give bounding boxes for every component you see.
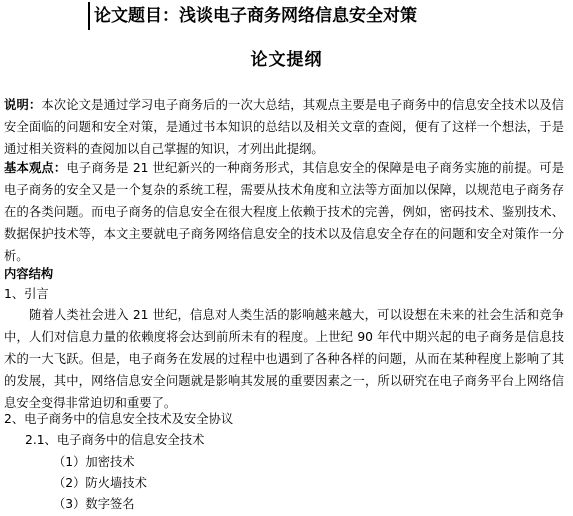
- outline-heading: 论文提纲: [250, 50, 323, 70]
- section2-heading: 2、电子商务中的信息安全技术及安全协议: [4, 412, 234, 426]
- basic-view-text: 电子商务是 21 世纪新兴的一种商务形式，其信息安全的保障是电子商务实施的前提。可是电子商务的安全又是一个复杂的系统工程，需要从技术角度和立法等方面加以保障，以规范电子商务存在的各类问题。而电子商务的信息安全在很大程度上依赖于技术的完善，例如，密码技术、鉴别技术、数据保护技术等，本文主要就电子商务网络信息安全的技术以及信息安全存在的问题和安全对策作一分析。: [4, 161, 564, 263]
- paper-title: 论文题目：浅谈电子商务网络信息安全对策: [88, 2, 417, 30]
- description-text: 本次论文是通过学习电子商务后的一次大总结，其观点主要是电子商务中的信息安全技术以及信安全面临的问题和安全对策，是通过书本知识的总结以及相关文章的查阅，便有了这样一个想法，于是通过相关资料的查阅加以自己掌握的知识，才列出此提纲。: [4, 98, 564, 156]
- description-lead: 说明：: [4, 98, 42, 112]
- basic-view-lead: 基本观点：: [4, 161, 67, 175]
- section1-paragraph: 随着人类社会进入 21 世纪，信息对人类生活的影响越来越大，可以设想在未来的社会生活和竞争中，人们对信息力量的依赖度将会达到前所未有的程度。上世纪 90 年代中期兴起的电子商务是信息技术的一大飞跃。但是，电子商务在发展的过程中也遇到了各种各样的问题，从而在某种程度上影响了其的发展，其中，网络信息安全问题就是影响其发展的重要因素之一，所以研究在电子商务平台上网络信息安全变得非常迫切和重要了。: [4, 308, 564, 410]
- list-item-firewall: （2）防火墙技术: [53, 476, 147, 490]
- content-structure-heading: 内容结构: [4, 267, 54, 281]
- section2-1-heading: 2.1、电子商务中的信息安全技术: [25, 433, 205, 447]
- list-item-encryption: （1）加密技术: [53, 455, 135, 469]
- section1-heading: 1、引言: [4, 287, 49, 301]
- description-paragraph: [4, 94, 564, 160]
- basic-view-paragraph: [4, 157, 564, 267]
- list-item-digital-signature: （3）数字签名: [53, 497, 135, 511]
